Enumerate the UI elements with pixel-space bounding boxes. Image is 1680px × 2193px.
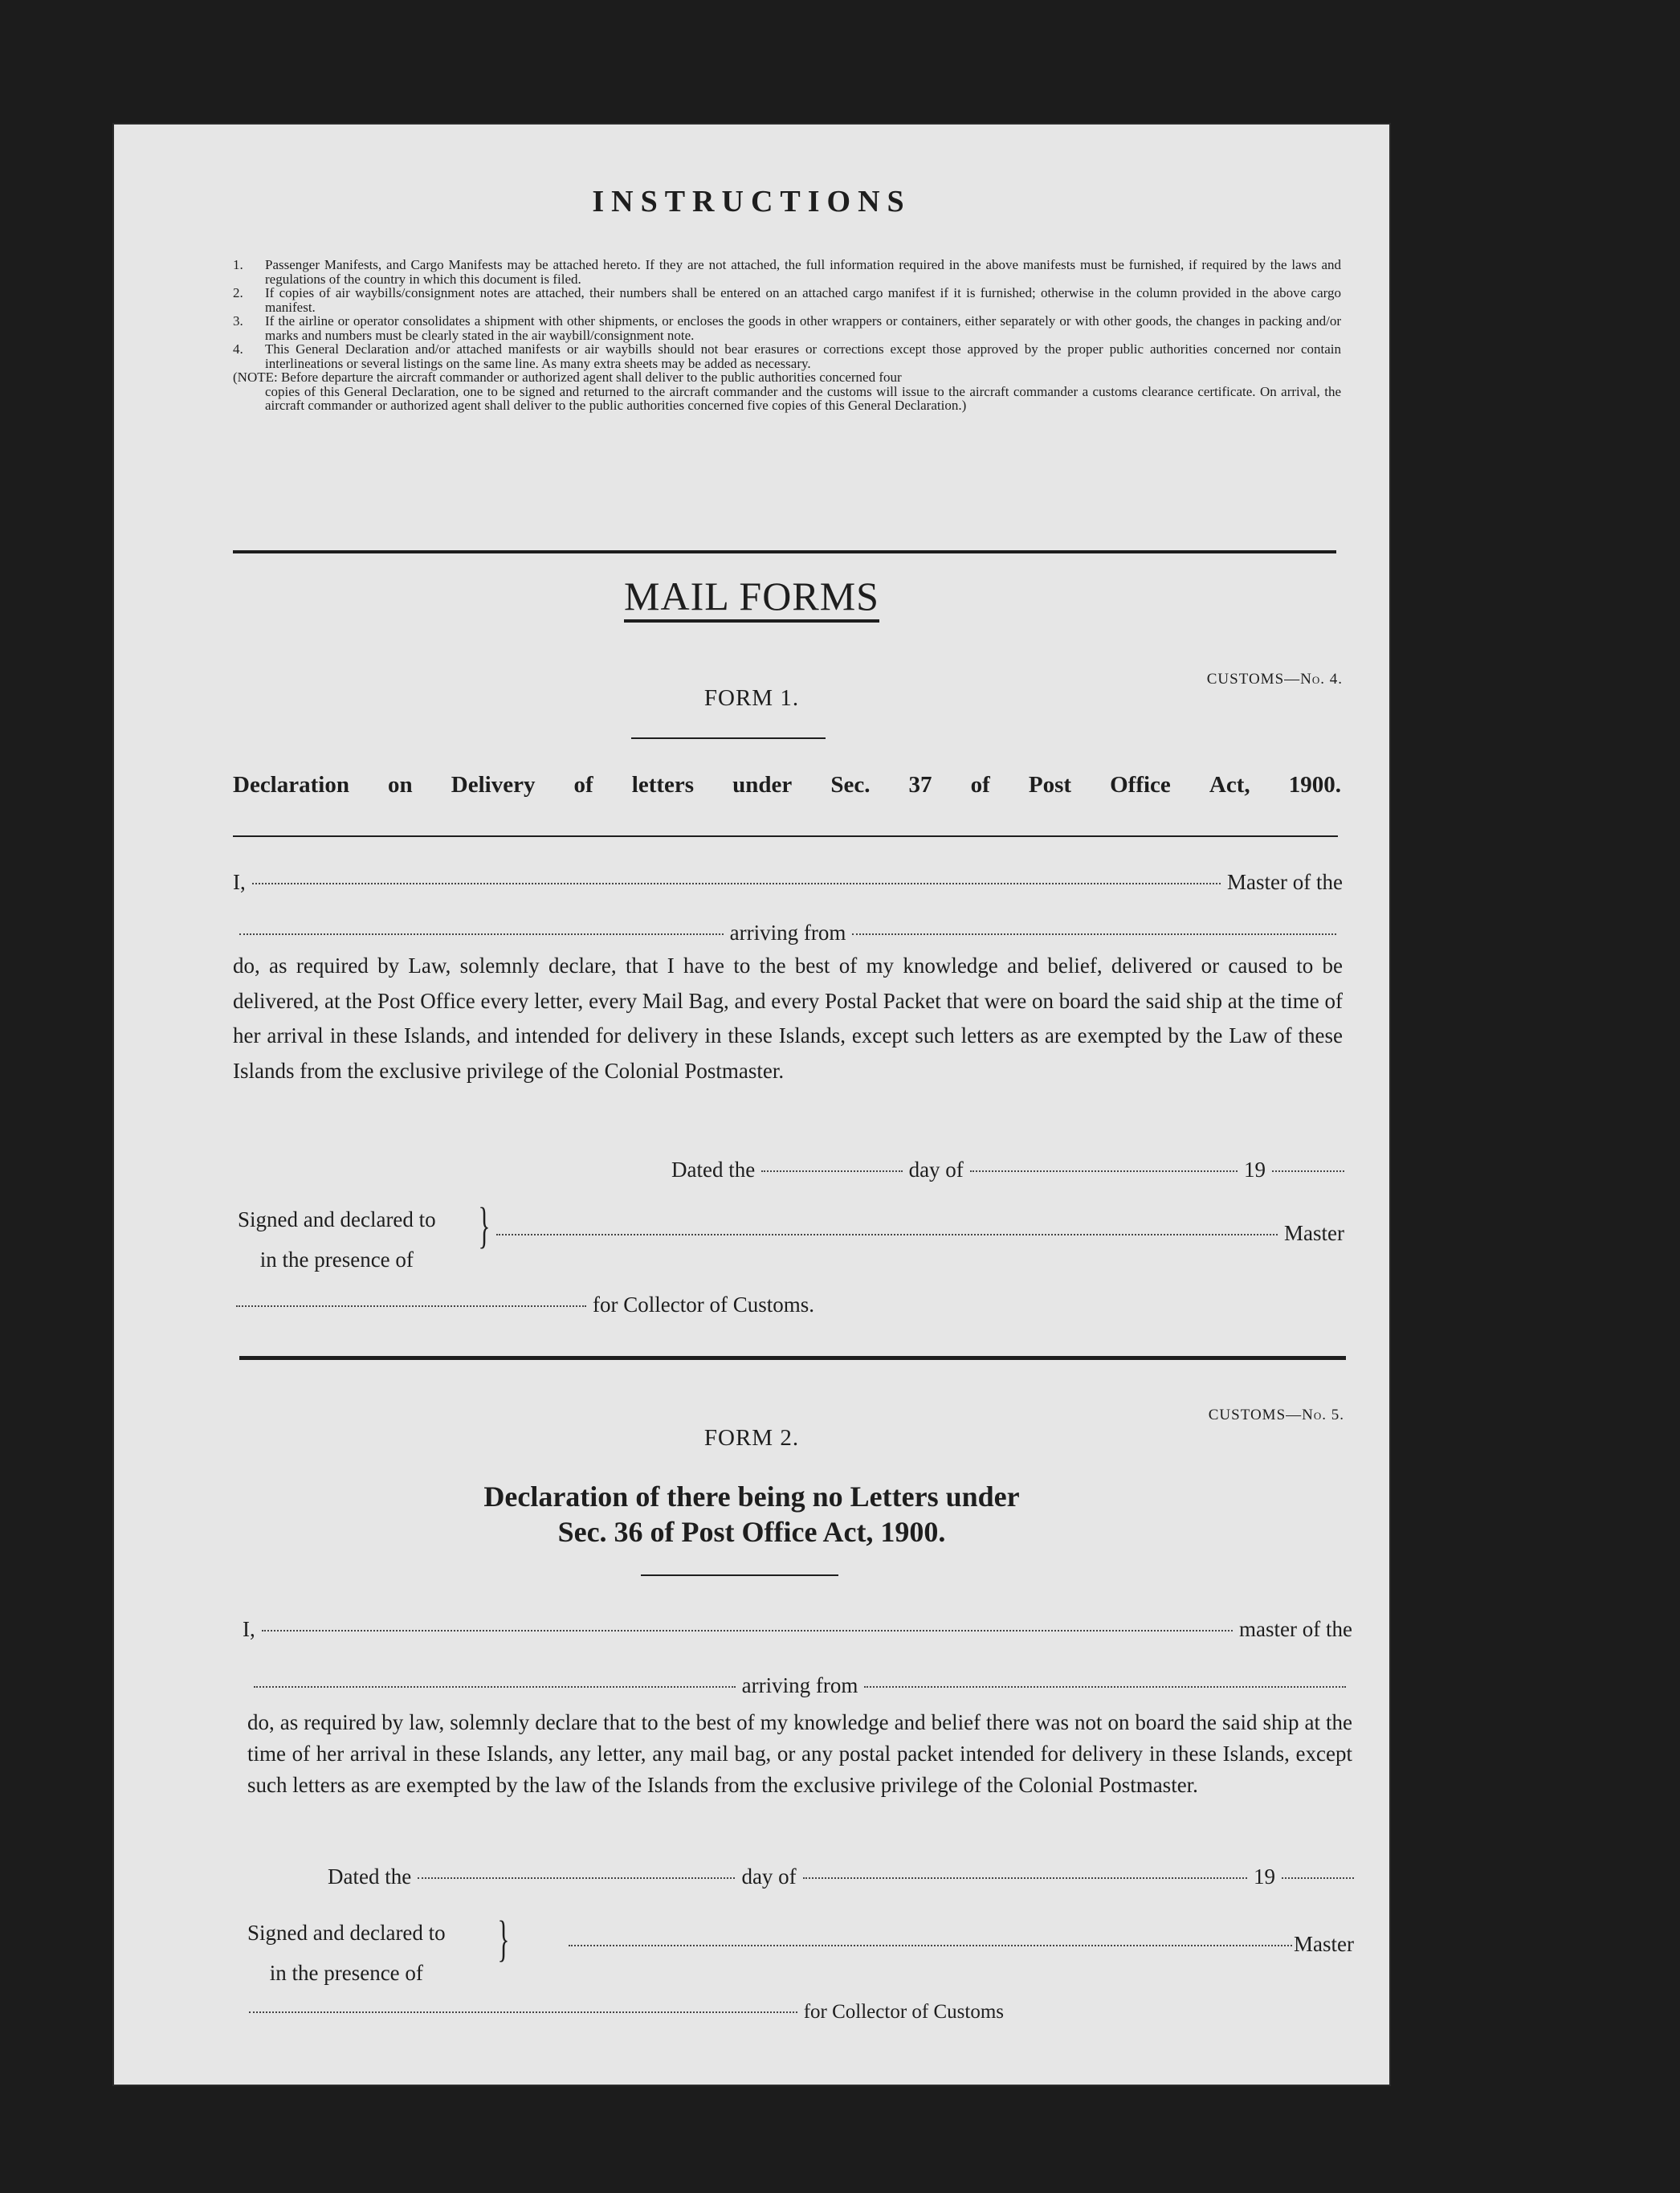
- form2-heading-rule: [641, 1574, 838, 1576]
- form1-ship-field[interactable]: [239, 933, 724, 935]
- instruction-item-2: 2. If copies of air waybills/consignment notes are attached, their numbers shall be entered on an attached cargo manifest if it is furnished; otherwise in the column provided in the above cargo manifest.: [233, 285, 1341, 315]
- form1-arriving-line: arriving from: [233, 921, 1343, 945]
- form1-name-field[interactable]: [252, 883, 1221, 884]
- form2-ship-field[interactable]: [254, 1686, 736, 1688]
- form1-title-rule: [233, 835, 1338, 837]
- section-divider: [233, 550, 1336, 553]
- form2-customs-number: CUSTOMS—No. 5.: [1208, 1407, 1344, 1423]
- form1-day-field[interactable]: [761, 1170, 902, 1172]
- form2-day-field[interactable]: [418, 1877, 735, 1879]
- form2-month-field[interactable]: [803, 1877, 1247, 1879]
- form1-collector-line: for Collector of Customs.: [236, 1293, 814, 1317]
- form1-heading: FORM 1.: [703, 685, 800, 711]
- instruction-note: (NOTE: Before departure the aircraft commander or authorized agent shall deliver to the public authorities concerned four copies of this General Declaration, one to be signed and returned to the aircraft commander and the customs will issue to the aircraft commander a customs clearance certificate. On arrival, the aircraft commander or authorized agent shall deliver to the public authorities concerned five copies of this General Declaration.): [233, 370, 1341, 413]
- form2-collector-line: for Collector of Customs: [249, 2001, 1004, 2024]
- form2-origin-field[interactable]: [864, 1686, 1346, 1688]
- form2-declaration-title: Declaration of there being no Letters under Sec. 36 of Post Office Act, 1900.: [483, 1480, 1020, 1548]
- form1-signature-field[interactable]: [496, 1234, 1278, 1235]
- instructions-title: INSTRUCTIONS: [592, 185, 911, 218]
- form1-brace: }: [478, 1199, 491, 1253]
- form1-month-field[interactable]: [970, 1170, 1238, 1172]
- form1-master-signature-line: Master: [496, 1221, 1344, 1246]
- form2-name-field[interactable]: [262, 1630, 1233, 1631]
- form1-heading-rule: [631, 737, 826, 739]
- forms-divider: [239, 1356, 1346, 1360]
- form2-body: do, as required by law, solemnly declare that to the best of my knowledge and belief there was not on board the said ship at the time of her arrival in these Islands, any letter, any mail bag, or any postal packet intended for delivery in these Islands, except such letters as are exempted by the law of the Islands from the exclusive privilege of the Colonial Postmaster.: [247, 1710, 1352, 1797]
- form2-signed-label: Signed and declared to in the presence of: [247, 1921, 446, 1985]
- form2-master-signature-line: Master: [569, 1932, 1354, 1957]
- form2-signature-field[interactable]: [569, 1945, 1292, 1946]
- form2-master-line: I, master of the: [243, 1617, 1352, 1641]
- form2-collector-field[interactable]: [249, 2011, 797, 2013]
- form2-dated-line: Dated the day of 19: [328, 1864, 1354, 1889]
- form1-declaration-title: Declaration on Delivery of letters under Sec. 37 of Post Office Act, 1900.: [233, 772, 1341, 798]
- instruction-item-4: 4. This General Declaration and/or attached manifests or air waybills should not bear erasures or corrections except those approved by the proper public authorities concerned nor contain interlineations or several listings on the same line. As many extra sheets may be added as necessary.: [233, 341, 1341, 371]
- form1-body: do, as required by Law, solemnly declare, that I have to the best of my knowledge and belief, delivered or caused to be delivered, at the Post Office every letter, every Mail Bag, and every Postal Packet that were on board the said ship at the time of her arrival in these Islands, and intended for delivery in these Islands, except such letters as are exempted by the Law of these Islands from the exclusive privilege of the Colonial Postmaster.: [233, 954, 1343, 1083]
- instructions-list: [233, 258, 1341, 413]
- instruction-item-3: 3. If the airline or operator consolidates a shipment with other shipments, or encloses the goods in other wrappers or containers, either separately or with other goods, the changes in packing and/or marks and numbers must be clearly stated in the air waybill/consignment note.: [233, 313, 1341, 343]
- form2-arriving-line: arriving from: [247, 1673, 1352, 1698]
- mail-forms-title: MAIL FORMS: [114, 573, 1389, 619]
- form1-customs-number: CUSTOMS—No. 4.: [1206, 671, 1343, 688]
- document-page: [114, 125, 1389, 2085]
- instruction-item-1: 1. Passenger Manifests, and Cargo Manifests may be attached hereto. If they are not attached, the full information required in the above manifests must be furnished, if required by the laws and regulations of the country in which this document is filed.: [233, 257, 1341, 287]
- form1-collector-field[interactable]: [236, 1305, 586, 1307]
- form2-year-field[interactable]: [1282, 1877, 1354, 1879]
- form1-year-field[interactable]: [1272, 1170, 1344, 1172]
- form1-signed-label: Signed and declared to in the presence of: [238, 1207, 436, 1272]
- form2-brace: }: [497, 1912, 510, 1966]
- form1-master-line: I, Master of the: [233, 870, 1343, 894]
- form1-origin-field[interactable]: [852, 933, 1336, 935]
- form1-dated-line: Dated the day of 19: [671, 1158, 1344, 1182]
- form2-heading: FORM 2.: [703, 1425, 800, 1451]
